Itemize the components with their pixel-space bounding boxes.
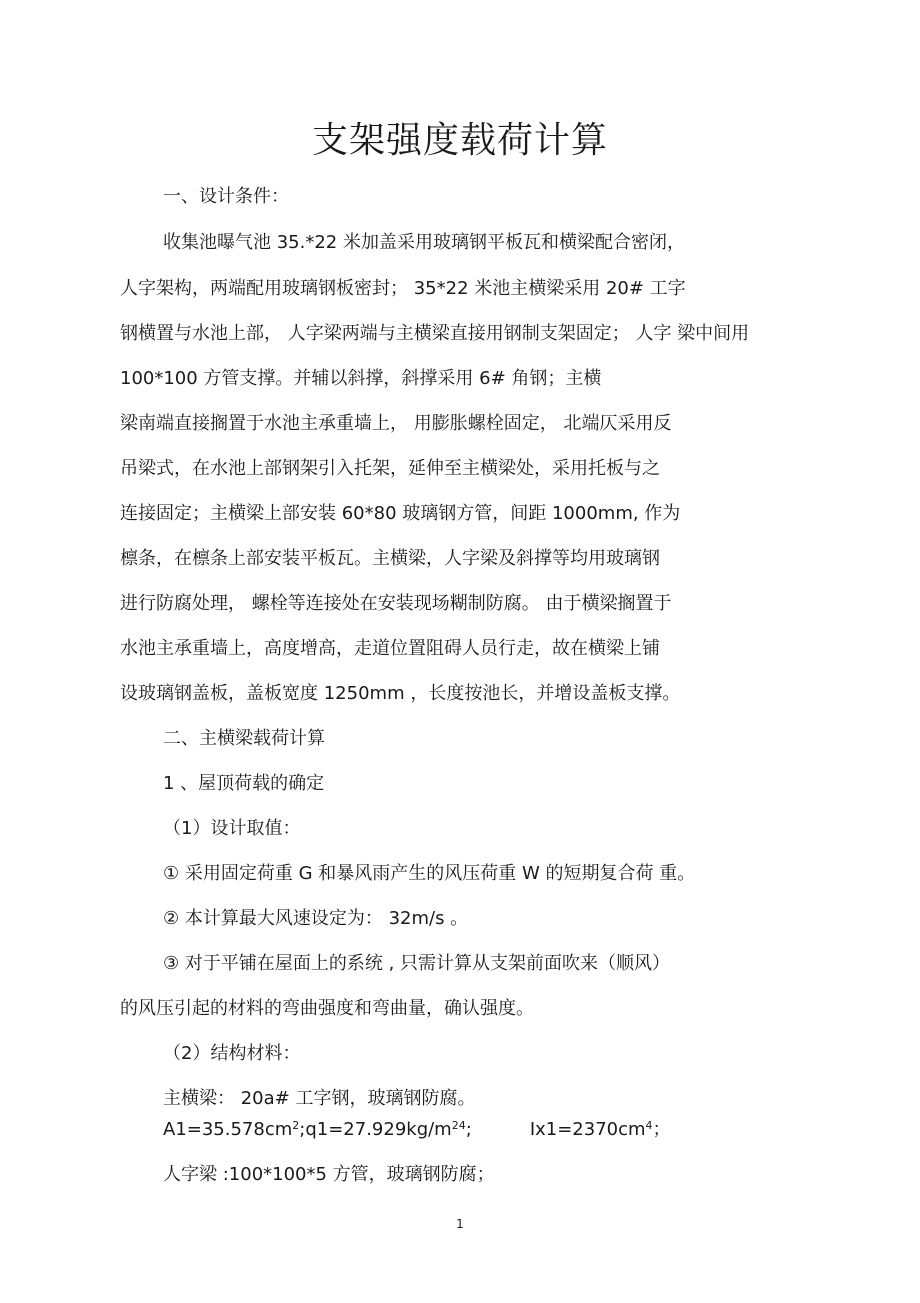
paragraph-line: 人字架构，两端配用玻璃钢板密封； 35*22 米池主横梁采用 20# 工字 [120,278,686,299]
formula-a1-exponent: 2 [292,1119,300,1132]
formula-q1: ;q1=27.929kg/m [299,1119,452,1140]
item-heading: （1）设计取值： [163,818,301,839]
beam-formula [163,1118,671,1142]
subsection-heading: 1 、屋顶荷载的确定 [163,773,325,794]
formula-q1-exponent: 24 [451,1119,466,1132]
paragraph-line: 吊梁式，在水池上部钢架引入托架，延伸至主横梁处，采用托板与之 [120,458,660,479]
paragraph-line: 设玻璃钢盖板，盖板宽度 1250mm ，长度按池长，并增设盖板支撑。 [120,683,681,704]
paragraph-line: 钢横置与水池上部， 人字梁两端与主横梁直接用钢制支架固定； 人字 梁中间用 [120,323,750,344]
paragraph-line: 水池主承重墙上，高度增高，走道位置阻碍人员行走，故在横梁上铺 [120,638,660,659]
paragraph-line: 连接固定；主横梁上部安装 60*80 玻璃钢方管，间距 1000mm, 作为 [120,503,681,524]
paragraph-line: 100*100 方管支撑。并辅以斜撑，斜撑采用 6# 角钢；主横 [120,368,602,389]
list-item: ① 采用固定荷重 G 和暴风雨产生的风压荷重 W 的短期复合荷 重。 [163,863,696,884]
paragraph-line: 收集池曝气池 35.*22 米加盖采用玻璃钢平板瓦和横梁配合密闭， [163,232,685,253]
formula-end: ； [652,1119,671,1140]
formula-ix1: Ix1=2370cm [529,1119,646,1140]
formula-a1: A1=35.578cm [163,1119,293,1140]
list-item: ③ 对于平铺在屋面上的系统 , 只需计算从支架前面吹来（顺风） [163,953,671,974]
section-heading-design-conditions: 一、设计条件： [163,186,289,207]
paragraph-line: 檩条，在檩条上部安装平板瓦。主横梁，人字梁及斜撑等均用玻璃钢 [120,548,660,569]
page-number: 1 [456,1217,464,1231]
main-beam-spec: 主横梁： 20a# 工字钢，玻璃钢防腐。 [163,1088,476,1109]
list-item-continuation: 的风压引起的材料的弯曲强度和弯曲量，确认强度。 [120,998,534,1019]
list-item: ② 本计算最大风速设定为： 32m/s 。 [163,908,469,929]
paragraph-line: 梁南端直接搁置于水池主承重墙上， 用膨胀螺栓固定， 北端仄采用反 [120,413,672,434]
paragraph-line: 进行防腐处理， 螺栓等连接处在安装现场糊制防腐。 由于横梁搁置于 [120,593,672,614]
formula-ix1-exponent: 4 [645,1119,653,1132]
herringbone-beam-spec: 人字梁 :100*100*5 方管，玻璃钢防腐； [163,1164,495,1185]
item-heading: （2）结构材料： [163,1043,301,1064]
section-heading-beam-load: 二、主横梁载荷计算 [163,728,325,749]
document-title: 支架强度载荷计算 [311,120,608,161]
formula-separator: ; [465,1119,472,1140]
